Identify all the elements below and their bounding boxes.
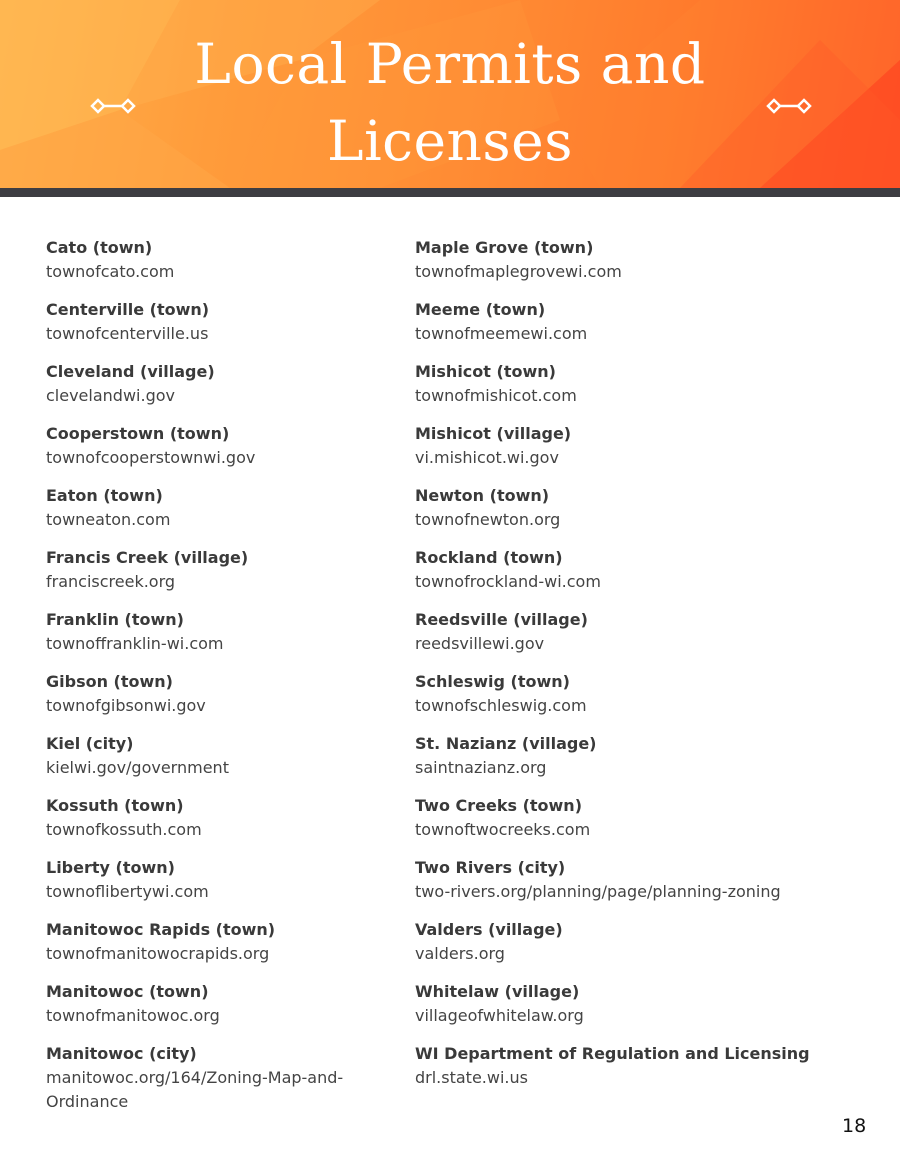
entry-name: Manitowoc Rapids (town) [46,920,276,939]
list-item [46,236,386,284]
entry-name: St. Nazianz (village) [415,734,597,753]
list-item [415,484,865,532]
entry-url[interactable]: townofmanitowoc.org [46,1006,220,1025]
list-item [415,732,865,780]
entry-url[interactable]: townofschleswig.com [415,696,587,715]
entry-url[interactable]: townoftwocreeks.com [415,820,591,839]
entry-url[interactable]: clevelandwi.gov [46,386,175,405]
list-item [415,422,865,470]
entry-name: Two Rivers (city) [415,858,566,877]
entry-url[interactable]: townofmanitowocrapids.org [46,944,270,963]
entry-name: Francis Creek (village) [46,548,249,567]
entry-name: Centerville (town) [46,300,210,319]
list-item [415,608,865,656]
entry-name: Mishicot (village) [415,424,572,443]
entry-name: Mishicot (town) [415,362,556,381]
entry-url[interactable]: reedsvillewi.gov [415,634,545,653]
entry-name: Schleswig (town) [415,672,570,691]
list-item [415,298,865,346]
right-column [415,236,865,1104]
entry-url[interactable]: saintnazianz.org [415,758,547,777]
entry-url[interactable]: villageofwhitelaw.org [415,1006,584,1025]
list-item [46,918,386,966]
list-item [415,670,865,718]
entry-name: Kiel (city) [46,734,134,753]
entry-url[interactable]: townofcenterville.us [46,324,209,343]
title-line-1: Local Permits and [194,32,706,96]
entry-name: Cato (town) [46,238,153,257]
entry-name: Gibson (town) [46,672,173,691]
list-item [46,360,386,408]
entry-name: Rockland (town) [415,548,563,567]
entry-url[interactable]: townofnewton.org [415,510,561,529]
entry-url[interactable]: townofmishicot.com [415,386,577,405]
entry-name: Eaton (town) [46,486,163,505]
entry-name: Meeme (town) [415,300,546,319]
entry-name: Franklin (town) [46,610,184,629]
list-item [46,608,386,656]
entry-name: Maple Grove (town) [415,238,594,257]
header-banner [0,0,900,188]
entry-url[interactable]: drl.state.wi.us [415,1068,528,1087]
entry-name: Kossuth (town) [46,796,184,815]
entry-name: Liberty (town) [46,858,175,877]
entry-url[interactable]: townofgibsonwi.gov [46,696,206,715]
entry-url[interactable]: townoflibertywi.com [46,882,209,901]
header-divider-bar [0,188,900,197]
list-item [415,360,865,408]
list-item [415,1042,865,1090]
list-item [415,918,865,966]
left-column [46,236,386,1128]
entry-url[interactable]: manitowoc.org/164/Zoning-Map-and-Ordinance [46,1068,344,1111]
entry-name: WI Department of Regulation and Licensing [415,1044,810,1063]
entry-url[interactable]: vi.mishicot.wi.gov [415,448,559,467]
list-item [46,422,386,470]
entry-url[interactable]: townofmaplegrovewi.com [415,262,622,281]
entry-name: Cooperstown (town) [46,424,230,443]
entry-url[interactable]: townofrockland-wi.com [415,572,601,591]
list-item [46,670,386,718]
list-item [46,980,386,1028]
list-item [415,980,865,1028]
entry-url[interactable]: townofkossuth.com [46,820,202,839]
entry-name: Whitelaw (village) [415,982,580,1001]
list-item [46,856,386,904]
list-item [46,1042,386,1114]
entry-name: Manitowoc (town) [46,982,209,1001]
title-line-2: Licenses [327,109,573,173]
entry-name: Manitowoc (city) [46,1044,197,1063]
diamond-link-ornament-icon [766,96,812,116]
list-item [46,794,386,842]
entry-url[interactable]: franciscreek.org [46,572,176,591]
entry-url[interactable]: kielwi.gov/government [46,758,229,777]
list-item [46,546,386,594]
entry-url[interactable]: townofcato.com [46,262,175,281]
list-item [46,732,386,780]
list-item [46,298,386,346]
list-item [415,794,865,842]
list-item [415,546,865,594]
entry-name: Cleveland (village) [46,362,215,381]
list-item [415,236,865,284]
entry-name: Two Creeks (town) [415,796,583,815]
entry-name: Newton (town) [415,486,550,505]
diamond-link-ornament-icon [90,96,136,116]
page-number: 18 [842,1115,867,1137]
entry-url[interactable]: townoffranklin-wi.com [46,634,224,653]
entry-name: Reedsville (village) [415,610,588,629]
list-item [415,856,865,904]
entry-url[interactable]: two-rivers.org/planning/page/planning-zoning [415,882,781,901]
entry-url[interactable]: valders.org [415,944,505,963]
entry-url[interactable]: townofmeemewi.com [415,324,588,343]
entry-name: Valders (village) [415,920,563,939]
entry-url[interactable]: towneaton.com [46,510,171,529]
list-item [46,484,386,532]
entry-url[interactable]: townofcooperstownwi.gov [46,448,256,467]
